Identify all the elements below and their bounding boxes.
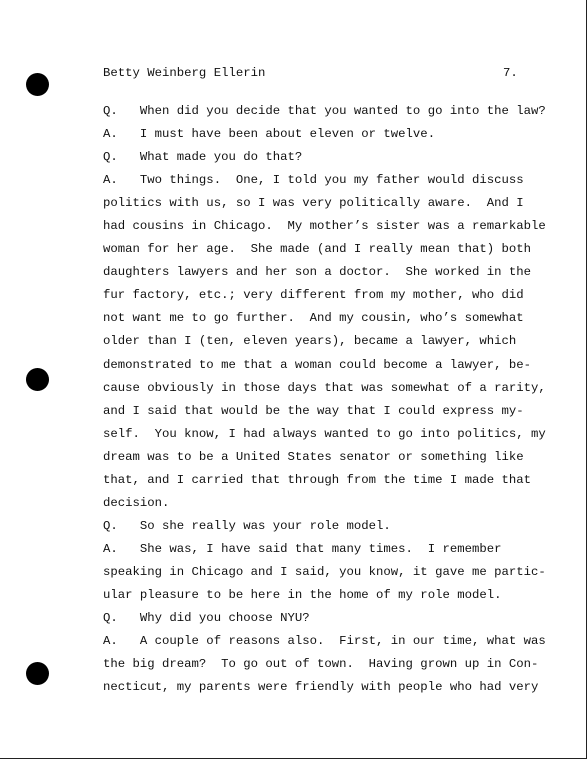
transcript-line: had cousins in Chicago. My mother’s sister was a remarkable	[103, 219, 546, 234]
transcript-line: Q. What made you do that?	[103, 150, 303, 165]
transcript-line: A. She was, I have said that many times. I remember	[103, 541, 502, 556]
transcript-line: decision.	[103, 495, 170, 510]
binder-hole-middle	[26, 368, 49, 391]
transcript-line: Q. So she really was your role model.	[103, 518, 391, 533]
header-name: Betty Weinberg Ellerin	[103, 66, 266, 80]
transcript-line: the big dream? To go out of town. Having grown up in Con-	[103, 657, 539, 672]
binder-hole-bottom	[26, 662, 49, 685]
transcript-line: demonstrated to me that a woman could become a lawyer, be-	[103, 357, 532, 372]
transcript-line: speaking in Chicago and I said, you know, it gave me partic-	[103, 564, 546, 579]
transcript-line: A. Two things. One, I told you my father would discuss	[103, 173, 524, 188]
transcript-line: cause obviously in those days that was somewhat of a rarity,	[103, 380, 546, 395]
transcript-line: daughters lawyers and her son a doctor. She worked in the	[103, 265, 532, 280]
page-number: 7.	[503, 66, 518, 80]
transcript-line: and I said that would be the way that I could express my-	[103, 403, 524, 418]
binder-hole-top	[26, 73, 49, 96]
transcript-line: Q. Why did you choose NYU?	[103, 611, 310, 626]
transcript-line: older than I (ten, eleven years), became a lawyer, which	[103, 334, 517, 349]
transcript-line: A. I must have been about eleven or twelve.	[103, 127, 436, 142]
transcript-line: that, and I carried that through from the time I made that	[103, 472, 532, 487]
transcript-line: necticut, my parents were friendly with people who had very	[103, 680, 539, 695]
transcript-line: not want me to go further. And my cousin, who’s somewhat	[103, 311, 524, 326]
transcript-line: politics with us, so I was very politically aware. And I	[103, 196, 524, 211]
transcript-line: self. You know, I had always wanted to go into politics, my	[103, 426, 546, 441]
transcript-line: A. A couple of reasons also. First, in our time, what was	[103, 634, 546, 649]
transcript-body	[103, 100, 546, 699]
transcript-line: Q. When did you decide that you wanted to go into the law?	[103, 104, 546, 118]
transcript-line: ular pleasure to be here in the home of my role model.	[103, 587, 502, 602]
transcript-line: dream was to be a United States senator or something like	[103, 449, 524, 464]
transcript-line: fur factory, etc.; very different from my mother, who did	[103, 288, 524, 303]
transcript-line: woman for her age. She made (and I really mean that) both	[103, 242, 532, 257]
